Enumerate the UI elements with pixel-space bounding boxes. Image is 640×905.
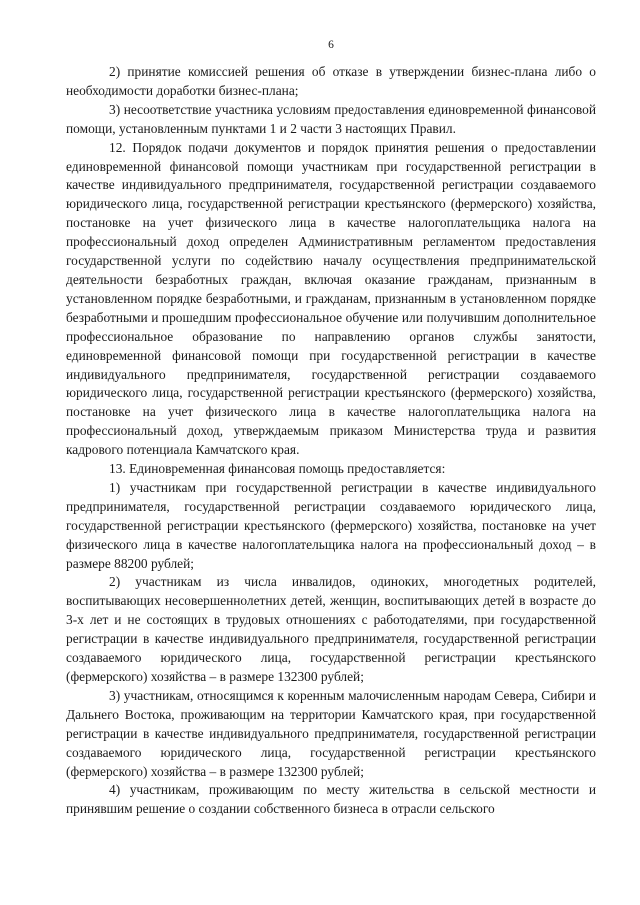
paragraph-item-1: 1) участникам при государственной регистрации в качестве индивидуального предпринимателя, государственной регистрации создаваемого юридического лица, государственной регистрации крестьянского (фермерского) хозяйства, постановке на учет физического лица в качестве налогоплательщика налога на профессиональный доход – в размере 88200 рублей;	[66, 479, 596, 571]
paragraph-refusal-business-plan: 2) принятие комиссией решения об отказе в утверждении бизнес-плана либо о необходимости доработки бизнес-плана;	[66, 64, 596, 98]
paragraph-item-4: 4) участникам, проживающим по месту жительства в сельской местности и принявшим решение о создании собственного бизнеса в отрасли сельского	[66, 782, 596, 817]
paragraph-noncompliance: 3) несоответствие участника условиям предоставления единовременной финансовой помощи, установленным пунктами 1 и 2 части 3 настоящих Правил.	[66, 101, 596, 136]
paragraph-item-3: 3) участникам, относящимся к коренным малочисленным народам Севера, Сибири и Дальнего Востока, проживающим на территории Камчатского края, при государственной регистрации в качестве индивидуального предпринимателя, государственной регистрации создаваемого юридического лица, государственной регистрации крестьянского (фермерского) хозяйства – в размере 132300 рублей;	[66, 687, 596, 779]
paragraph-item-2: 2) участникам из числа инвалидов, одиноких, многодетных родителей, воспитывающих несовершеннолетних детей, женщин, воспитывающих детей в возрасте до 3-х лет и не состоящих в трудовых отношениях с работодателями, при государственной регистрации в качестве индивидуального предпринимателя, государственной регистрации создаваемого юридического лица, государственной регистрации крестьянского (фермерского) хозяйства – в размере 132300 рублей;	[66, 574, 596, 684]
paragraph-section-12: 12. Порядок подачи документов и порядок принятия решения о предоставлении единовременной финансовой помощи участникам при государственной регистрации в качестве индивидуального предпринимателя, государственной регистрации создаваемого юридического лица, государственной регистрации крестьянского (фермерского) хозяйства, постановке на учет физического лица в качестве налогоплательщика налога на профессиональный доход определен Административным регламентом предоставления государственной услуги по содействию началу осуществления предпринимательской деятельности безработных граждан, включая оказание гражданам, признанным в установленном порядке безработными, и гражданам, признанным в установленном порядке безработными и прошедшим профессиональное обучение или получившим дополнительное профессиональное образование по направлению органов службы занятости, единовременной финансовой помощи при государственной регистрации в качестве индивидуального предпринимателя, государственной регистрации создаваемого юридического лица, государственной регистрации крестьянского (фермерского) хозяйства, постановке на учет физического лица в качестве налогоплательщика налога на профессиональный доход, утверждаемым приказом Министерства труда и развития кадрового потенциала Камчатского края.	[66, 139, 596, 458]
paragraph-section-13: 13. Единовременная финансовая помощь предоставляется:	[109, 461, 446, 477]
page-number: 6	[328, 39, 334, 51]
